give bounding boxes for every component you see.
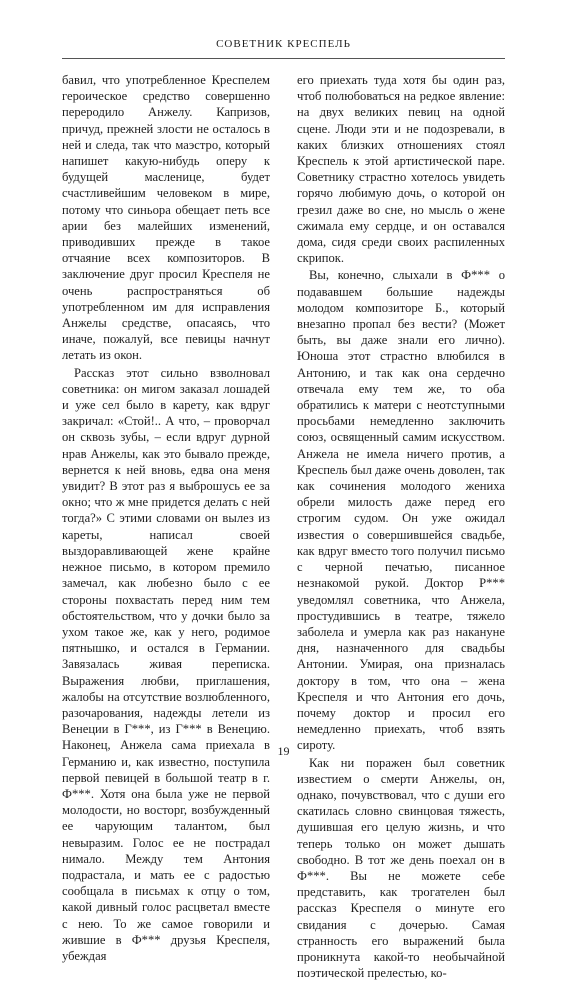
right-column	[297, 72, 505, 981]
page-number: 19	[277, 744, 290, 758]
paragraph: бавил, что употребленное Креспелем героическое средство совершенно переродило Анжелу. Капризов, причуд, прежней злости не осталось в ней и следа, так что маэстро, который напишет какую-нибудь оперу к будущей масленице, будет счастливейшим человеком в мире, потому что синьора обещает петь все арии без малейших изменений, приводивших прежде в такое отчаяние всех композиторов. В заключение друг просил Креспеля не очень распространяться об употребленном им для исправления Анжелы средстве, опасаясь, что иначе, пожалуй, все певицы начнут летать из окон.	[62, 73, 270, 363]
running-title: СОВЕТНИК КРЕСПЕЛЬ	[216, 38, 351, 50]
paragraph: его приехать туда хотя бы один раз, чтоб полюбоваться на редкое явление: на двух великих певиц на одной сцене. Люди эти и не подозревали, в каких близких отношениях стоял Креспель к этой артистической паре. Советнику страстно хотелось увидеть горячо любимую дочь, о которой он грезил даже во сне, но мысль о жене сжимала ему сердце, и он оставался дома, сидя среди своих распиленных скрипок.	[297, 73, 505, 266]
left-column	[62, 72, 270, 981]
text-columns	[62, 72, 505, 981]
header-rule	[62, 58, 505, 59]
paragraph: Вы, конечно, слыхали в Ф*** о подававшем большие надежды молодом композиторе Б., который внезапно пропал без вести? (Может быть, вы даже знали его лично). Юноша этот страстно влюбился в Антонию, и так как она сердечно отвечала ему тем же, то оба обратились к матери с неотступными просьбами немедленно заключить союз, освященный самим искусством. Анжела не имела ничего против, а Креспель был даже очень доволен, так как сочинения молодого жениха обрели милость даже перед его строгим судом. Он уже ожидал известия о совершившейся свадьбе, как вдруг вместо того получил письмо с черной печатью, писанное незнакомой рукой. Доктор Р*** уведомлял советника, что Анжела, простудившись в театре, тяжело заболела и умерла как раз накануне дня, назначенного для свадьбы Антонии. Умирая, она призналась доктору в том, что она – жена Креспеля и что Антония его дочь, почему доктор и просил его немедленно приехать, чтоб взять сироту.	[297, 268, 505, 753]
paragraph: Как ни поражен был советник известием о смерти Анжелы, он, однако, почувствовал, что с души его скатилась словно свинцовая тяжесть, душившая его целую жизнь, и что теперь только он может дышать свободно. В тот же день поехал он в Ф***. Вы не можете себе представить, как трогателен был рассказ Креспеля о минуте его свидания с дочерью. Самая странность его выражений была проникнута какой-то необычайной поэтической прелестью, ко-	[297, 755, 505, 981]
paragraph: Рассказ этот сильно взволновал советника: он мигом заказал лошадей и уже сел было в карету, как вдруг закричал: «Стой!.. А что, – проворчал он сквозь зубы, – если вдруг дурной нрав Анжелы, как это бывало прежде, вернется к ней вновь, едва она меня увидит? В этот раз я выброшусь ее за окно; что ж мне придется делать с ней тогда?» С этими словами он вылез из кареты, написал своей выздоравливающей жене крайне нежное письмо, в котором премило замечал, как любезно было с ее стороны похвастать перед ним тем обстоятельством, что у дочки было за ухом такое же, как у него, родимое пятнышко, и остался в Германии. Завязалась живая переписка. Выражения любви, приглашения, жалобы на отсутствие возлюбленного, разочарования, надежды летели из Венеции в Г***, из Г*** в Венецию. Наконец, Анжела сама приехала в Германию и, как известно, поступила первой певицей в большой театр в г. Ф***. Хотя она была уже не первой молодости, но восторг, возбужденный ее чарующим талантом, был невыразим. Голос ее не пострадал нимало. Между тем Антония подрастала, и мать ее с радостью сообщала в письмах к отцу о том, какой дивный голос расцветал вместе с нею. То же самое говорили и жившие в Ф*** друзья Креспеля, убеждая	[62, 365, 270, 963]
